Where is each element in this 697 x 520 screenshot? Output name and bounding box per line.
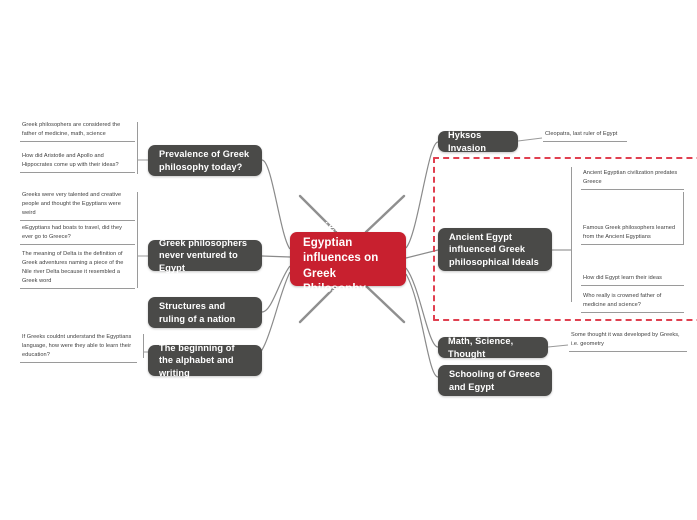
note-text: Famous Greek philosophers learned from the Ancient Egyptians (583, 225, 676, 241)
note-text: Who really is crowned father of medicine and science? (583, 293, 662, 309)
note-text: Greeks were very talented and creative people and thought the Egyptians were weird (22, 192, 122, 217)
note-text: The meaning of Delta is the definition of Greek adventures naming a piece of the Nile river Delta because it resembled a Greek word (22, 251, 124, 285)
branch-node-label: Greek philosophers never ventured to Egypt (159, 238, 248, 273)
branch-node-prevalence-of-greek-philosophy[interactable] (148, 145, 262, 176)
note-text: Some thought it was developed by Greeks, i.e. geometry (571, 332, 680, 348)
note-cleopatra-last-ruler[interactable] (543, 130, 627, 142)
branch-node-schooling-of-greece-and-egypt[interactable] (438, 365, 552, 396)
central-node[interactable] (290, 222, 406, 295)
note-text: Cleopatra, last ruler of Egypt (545, 131, 618, 137)
branch-node-label: Schooling of Greece and Egypt (449, 369, 541, 392)
note-egyptian-civilization-predates-greece[interactable] (581, 169, 684, 190)
note-egyptians-had-boats[interactable] (20, 224, 135, 245)
note-group-spine (571, 167, 572, 302)
note-group-spine (137, 122, 138, 174)
note-text: How did Egypt learn their ideas (583, 275, 662, 281)
note-text: If Greeks couldnt understand the Egyptians language, how were they able to learn their education? (22, 334, 132, 359)
note-some-thought-developed-by-greeks[interactable] (569, 331, 687, 352)
branch-node-math-science-thought[interactable] (438, 337, 548, 358)
note-text: eEgyptians had boats to travel, did they ever go to Greece? (22, 225, 122, 241)
branch-node-label: The beginning of the alphabet and writing (159, 343, 235, 378)
note-group-spine (143, 334, 144, 358)
branch-node-label: Math, Science, Thought (448, 336, 514, 359)
branch-node-label: Hyksos Invasion (448, 130, 487, 153)
branch-node-ancient-egypt-influenced-greek-ideals[interactable] (438, 228, 552, 271)
note-greek-philosophers-father-of-medicine[interactable] (20, 121, 135, 142)
branch-node-label: Structures and ruling of a nation (159, 301, 236, 324)
note-who-really-crowned-father-of-medicine[interactable] (581, 292, 684, 313)
branch-node-beginning-of-alphabet[interactable] (148, 345, 262, 376)
branch-node-label: Prevalence of Greek philosophy today? (159, 149, 250, 172)
branch-node-greek-philosophers-never-ventured[interactable] (148, 240, 262, 271)
branch-node-hyksos-invasion[interactable] (438, 131, 518, 152)
note-greeks-talented-creative[interactable] (20, 191, 135, 221)
note-if-greeks-couldnt-understand-language[interactable] (20, 333, 137, 363)
note-meaning-of-delta[interactable] (20, 250, 135, 289)
branch-node-label: Ancient Egypt influenced Greek philosophical Ideals (449, 232, 539, 267)
note-group-spine (137, 192, 138, 288)
note-how-did-egypt-learn-ideas[interactable] (581, 274, 684, 286)
note-text: Ancient Egyptian civilization predates Greece (583, 170, 678, 186)
central-node-label: Ancient Egyptian influences on Greek Philosophy (303, 222, 379, 295)
note-text: How did Aristotle and Apollo and Hippocrates come up with their ideas? (22, 153, 119, 169)
note-famous-greek-philosophers-learned[interactable] (581, 224, 684, 245)
note-text: Greek philosophers are considered the father of medicine, math, science (22, 122, 121, 138)
note-how-did-aristotle-apollo-hippocrates[interactable] (20, 152, 135, 173)
branch-node-structures-and-ruling[interactable] (148, 297, 262, 328)
